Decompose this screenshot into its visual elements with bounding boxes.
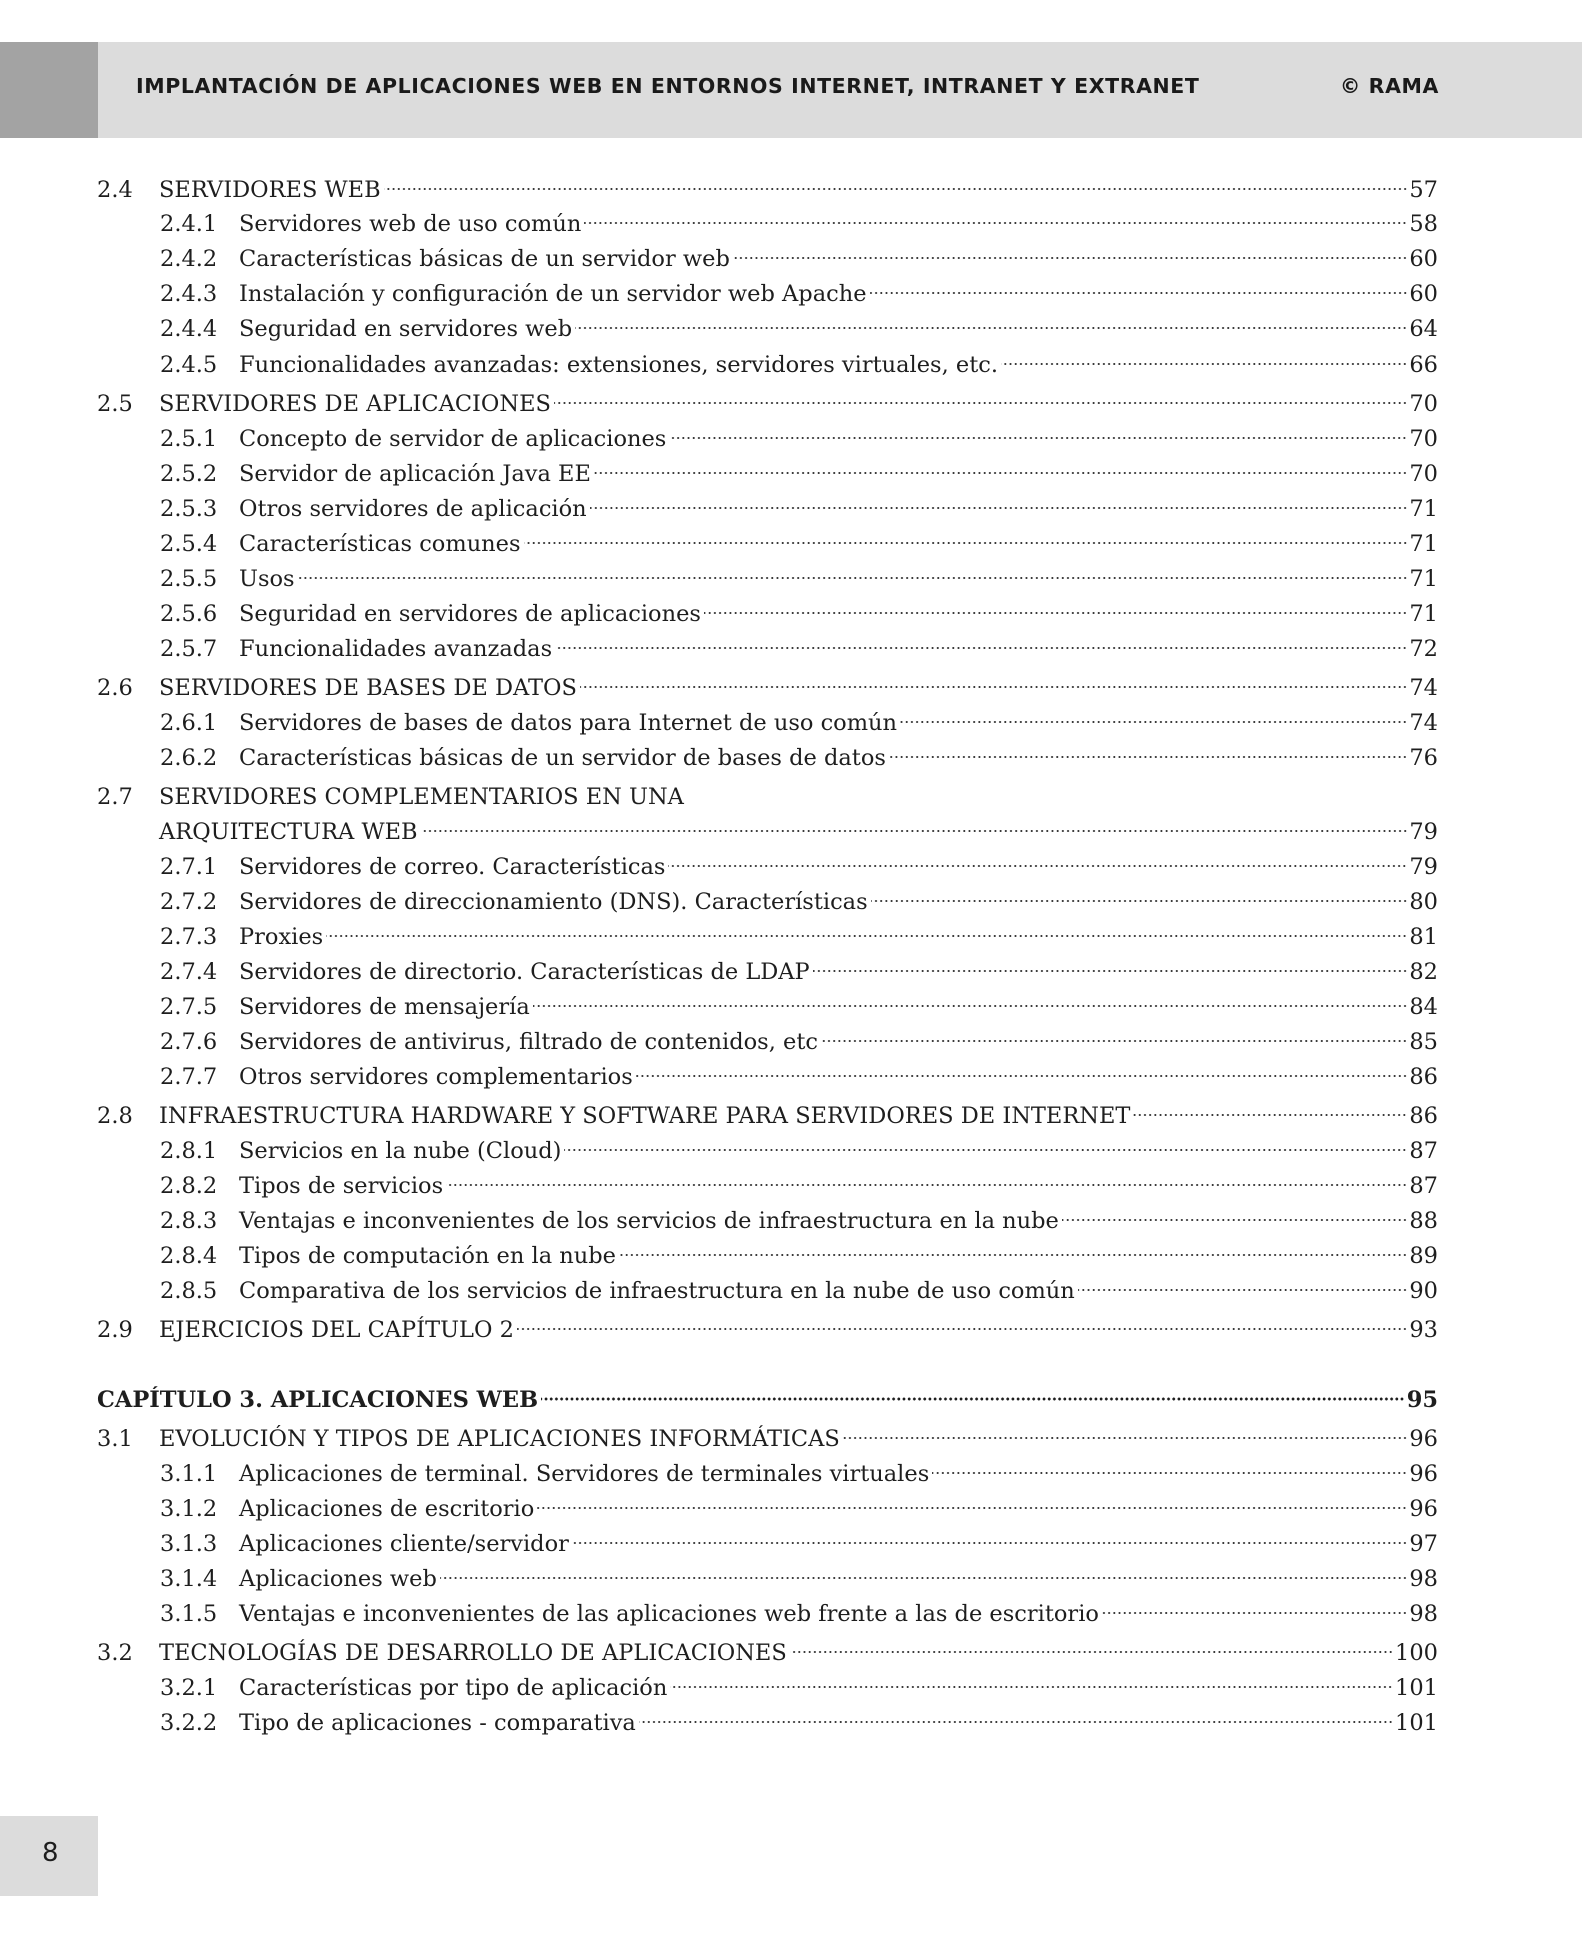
toc-entry-number: 2.6.2: [160, 745, 218, 771]
toc-entry: [160, 1241, 1438, 1271]
toc-leader-dots: [790, 1649, 1393, 1655]
toc-entry-number: 2.4.3: [160, 281, 218, 307]
toc-entry-title: Comparativa de los servicios de infraestructura en la nube de uso común: [239, 1278, 1075, 1304]
toc-entry-page: 79: [1409, 854, 1438, 880]
toc-entry-number: 2.7: [97, 784, 133, 810]
toc-entry-number: 2.4: [97, 177, 133, 203]
toc-entry-page: 96: [1409, 1496, 1438, 1522]
toc-entry: [160, 350, 1438, 380]
toc-entry-page: 82: [1409, 959, 1438, 985]
toc-entry-number: 2.9: [97, 1317, 133, 1343]
toc-leader-dots: [524, 540, 1408, 546]
toc-entry-title: Servidores de directorio. Características de LDAP: [239, 959, 810, 985]
toc-leader-dots: [843, 1435, 1408, 1441]
toc-leader-dots: [580, 684, 1407, 690]
toc-entry-page: 98: [1409, 1566, 1438, 1592]
toc-entry: [97, 1101, 1438, 1131]
toc-leader-dots: [889, 754, 1407, 760]
toc-leader-dots: [440, 1575, 1407, 1581]
toc-entry-title: Características por tipo de aplicación: [239, 1675, 668, 1701]
toc-leader-dots: [421, 828, 1408, 834]
toc-leader-dots: [537, 1505, 1407, 1511]
toc-leader-dots: [870, 290, 1408, 296]
toc-entry-number: 2.5.3: [160, 496, 218, 522]
toc-leader-dots: [446, 1182, 1407, 1188]
toc-entry: [97, 782, 1438, 812]
toc-entry-title: Características básicas de un servidor de bases de datos: [239, 745, 886, 771]
toc-entry-title: Tipos de computación en la nube: [239, 1243, 616, 1269]
toc-entry: [160, 992, 1438, 1022]
toc-entry: [160, 599, 1438, 629]
toc-entry-number: 2.4.1: [160, 211, 218, 237]
toc-entry-title: Servidores de direccionamiento (DNS). Características: [239, 889, 868, 915]
toc-entry-title: Funcionalidades avanzadas: extensiones, servidores virtuales, etc.: [239, 352, 998, 378]
toc-entry-page: 86: [1409, 1103, 1438, 1129]
toc-leader-dots: [871, 898, 1408, 904]
toc-entry-page: 101: [1395, 1675, 1438, 1701]
toc-entry-title: Concepto de servidor de aplicaciones: [239, 426, 667, 452]
toc-entry: [160, 1027, 1438, 1057]
toc-entry-title: EVOLUCIÓN Y TIPOS DE APLICACIONES INFORMÁTICAS: [159, 1426, 840, 1452]
toc-entry-page: 87: [1409, 1173, 1438, 1199]
toc-entry-title: Usos: [239, 566, 295, 592]
toc-entry-page: 96: [1409, 1426, 1438, 1452]
toc-entry-title: Aplicaciones cliente/servidor: [239, 1531, 569, 1557]
toc-leader-dots: [517, 1326, 1407, 1332]
toc-entry-title: Servidores de correo. Características: [239, 854, 666, 880]
toc-entry-title: Servidor de aplicación Java EE: [239, 461, 591, 487]
toc-leader-dots: [533, 1003, 1408, 1009]
toc-leader-dots: [584, 220, 1407, 226]
toc-entry-page: 95: [1406, 1387, 1438, 1413]
toc-entry-number: 2.5.2: [160, 461, 218, 487]
toc-entry-page: 74: [1409, 710, 1438, 736]
toc-leader-dots: [326, 933, 1407, 939]
toc-entry: [160, 1276, 1438, 1306]
toc-entry-page: 93: [1409, 1317, 1438, 1343]
toc-entry-number: 2.7.6: [160, 1029, 218, 1055]
toc-entry: [160, 887, 1438, 917]
toc-entry-page: 70: [1409, 391, 1438, 417]
toc-entry-page: 70: [1409, 461, 1438, 487]
toc-entry-number: 2.8.4: [160, 1243, 218, 1269]
toc-leader-dots: [554, 400, 1407, 406]
toc-entry-page: 74: [1409, 675, 1438, 701]
toc-entry-page: 97: [1409, 1531, 1438, 1557]
toc-entry-page: 79: [1409, 819, 1438, 845]
toc-entry-number: 2.7.3: [160, 924, 218, 950]
toc-entry-page: 71: [1409, 601, 1438, 627]
toc-leader-dots: [575, 325, 1407, 331]
toc-entry-number: 2.4.5: [160, 352, 218, 378]
toc-leader-dots: [669, 435, 1407, 441]
toc-entry-number: 3.1: [97, 1426, 133, 1452]
toc-entry: [160, 922, 1438, 952]
toc-entry-title: CAPÍTULO 3. APLICACIONES WEB: [97, 1387, 539, 1413]
toc-entry-number: 2.5: [97, 391, 133, 417]
toc-entry-title: SERVIDORES DE APLICACIONES: [159, 391, 551, 417]
toc-entry: [97, 1315, 1438, 1345]
toc-leader-dots: [572, 1540, 1407, 1546]
toc-entry: [97, 1638, 1438, 1668]
toc-leader-dots: [1078, 1287, 1408, 1293]
toc-entry-title: Ventajas e inconvenientes de las aplicaciones web frente a las de escritorio: [239, 1601, 1099, 1627]
toc-entry-page: 85: [1409, 1029, 1438, 1055]
toc-entry-title: Instalación y configuración de un servidor web Apache: [239, 281, 867, 307]
page-number: 8: [42, 1838, 59, 1868]
toc-entry-page: 86: [1409, 1064, 1438, 1090]
toc-leader-dots: [639, 1719, 1393, 1725]
toc-entry-title: Otros servidores complementarios: [239, 1064, 633, 1090]
toc-entry-number: 2.6.1: [160, 710, 218, 736]
toc-entry-title: Aplicaciones web: [239, 1566, 437, 1592]
toc-entry: [160, 1564, 1438, 1594]
toc-entry-page: 100: [1395, 1640, 1438, 1666]
toc-entry-number: 3.2: [97, 1640, 133, 1666]
running-header-title: IMPLANTACIÓN DE APLICACIONES WEB EN ENTORNOS INTERNET, INTRANET Y EXTRANET: [136, 74, 1200, 98]
toc-leader-dots: [594, 470, 1407, 476]
toc-leader-dots: [900, 719, 1407, 725]
toc-entry-title: Servidores de bases de datos para Internet de uso común: [239, 710, 898, 736]
toc-entry-page: 80: [1409, 889, 1438, 915]
toc-entry-title: Tipos de servicios: [239, 1173, 444, 1199]
toc-entry-number: 2.6: [97, 675, 133, 701]
toc-entry-page: 57: [1409, 177, 1438, 203]
toc-entry: [160, 852, 1438, 882]
toc-entry: [160, 957, 1438, 987]
toc-entry-page: 71: [1409, 496, 1438, 522]
toc-entry-page: 89: [1409, 1243, 1438, 1269]
toc-chapter-entry: [97, 1385, 1438, 1415]
toc-entry-page: 66: [1409, 352, 1438, 378]
toc-entry-title: Tipo de aplicaciones - comparativa: [239, 1710, 636, 1736]
toc-entry: [97, 175, 1438, 205]
toc-entry-number: 3.1.3: [160, 1531, 218, 1557]
toc-leader-dots: [704, 610, 1407, 616]
toc-leader-dots: [670, 1684, 1393, 1690]
toc-entry-number: 3.1.4: [160, 1566, 218, 1592]
toc-entry-page: 72: [1409, 636, 1438, 662]
toc-entry-number: 2.8.3: [160, 1208, 218, 1234]
toc-leader-dots: [564, 1147, 1407, 1153]
toc-entry: [160, 1673, 1438, 1703]
toc-entry-title: Ventajas e inconvenientes de los servicios de infraestructura en la nube: [239, 1208, 1059, 1234]
toc-entry: [160, 1529, 1438, 1559]
toc-entry-title: Seguridad en servidores de aplicaciones: [239, 601, 701, 627]
toc-entry-title: SERVIDORES COMPLEMENTARIOS EN UNA: [159, 784, 684, 810]
toc-entry-title: Aplicaciones de escritorio: [239, 1496, 535, 1522]
toc-entry: [160, 209, 1438, 239]
toc-entry-number: 2.8: [97, 1103, 133, 1129]
toc-leader-dots: [1133, 1112, 1407, 1118]
toc-entry-number: 3.1.5: [160, 1601, 218, 1627]
toc-entry-title: Proxies: [239, 924, 324, 950]
toc-entry: [160, 279, 1438, 309]
toc-leader-dots: [1102, 1610, 1407, 1616]
toc-entry: [160, 1136, 1438, 1166]
toc-leader-dots: [298, 575, 1408, 581]
toc-entry-title: EJERCICIOS DEL CAPÍTULO 2: [159, 1317, 514, 1343]
toc-leader-dots: [932, 1470, 1407, 1476]
toc-leader-dots: [541, 1396, 1405, 1402]
toc-entry: [160, 529, 1438, 559]
running-header-publisher: © RAMA: [1339, 74, 1439, 98]
toc-entry-page: 87: [1409, 1138, 1438, 1164]
toc-entry: [97, 817, 1438, 847]
toc-entry-title: SERVIDORES DE BASES DE DATOS: [159, 675, 577, 701]
toc-entry: [160, 1708, 1438, 1738]
toc-entry-title: Servidores web de uso común: [239, 211, 582, 237]
toc-entry: [160, 564, 1438, 594]
toc-entry-number: 2.7.2: [160, 889, 218, 915]
header-accent-block: [0, 42, 98, 138]
toc-entry-title: TECNOLOGÍAS DE DESARROLLO DE APLICACIONES: [159, 1640, 787, 1666]
toc-entry: [160, 459, 1438, 489]
toc-leader-dots: [384, 186, 1408, 192]
toc-entry-number: 2.4.2: [160, 246, 218, 272]
toc-entry: [160, 424, 1438, 454]
toc-leader-dots: [590, 505, 1408, 511]
toc-entry-page: 64: [1409, 316, 1438, 342]
toc-leader-dots: [555, 645, 1407, 651]
toc-leader-dots: [733, 255, 1408, 261]
toc-entry: [160, 1206, 1438, 1236]
toc-entry-title: Características comunes: [239, 531, 521, 557]
toc-entry-number: 3.2.2: [160, 1710, 218, 1736]
toc-entry-number: 2.7.7: [160, 1064, 218, 1090]
toc-entry: [160, 1599, 1438, 1629]
toc-leader-dots: [619, 1252, 1407, 1258]
toc-entry-title: Otros servidores de aplicación: [239, 496, 587, 522]
toc-leader-dots: [636, 1073, 1408, 1079]
toc-entry-page: 81: [1409, 924, 1438, 950]
toc-entry-page: 101: [1395, 1710, 1438, 1736]
toc-entry-title: Seguridad en servidores web: [239, 316, 573, 342]
toc-entry-number: 2.5.5: [160, 566, 218, 592]
toc-entry-page: 71: [1409, 531, 1438, 557]
toc-entry-page: 58: [1409, 211, 1438, 237]
toc-entry-page: 70: [1409, 426, 1438, 452]
toc-entry-title: SERVIDORES WEB: [159, 177, 381, 203]
toc-entry-number: 2.7.1: [160, 854, 218, 880]
toc-entry-number: 2.8.5: [160, 1278, 218, 1304]
toc-entry-number: 2.4.4: [160, 316, 218, 342]
toc-entry-number: 2.5.6: [160, 601, 218, 627]
toc-entry-number: 2.5.1: [160, 426, 218, 452]
toc-entry: [160, 1494, 1438, 1524]
toc-entry: [160, 708, 1438, 738]
toc-entry-number: 2.7.5: [160, 994, 218, 1020]
toc-entry-page: 84: [1409, 994, 1438, 1020]
toc-entry-page: 76: [1409, 745, 1438, 771]
toc-leader-dots: [1062, 1217, 1407, 1223]
toc-entry-page: 60: [1409, 281, 1438, 307]
toc-entry-number: 3.2.1: [160, 1675, 218, 1701]
toc-entry-page: 96: [1409, 1461, 1438, 1487]
toc-entry-page: 60: [1409, 246, 1438, 272]
toc-entry-number: 2.5.7: [160, 636, 218, 662]
toc-entry-title: INFRAESTRUCTURA HARDWARE Y SOFTWARE PARA SERVIDORES DE INTERNET: [159, 1103, 1131, 1129]
toc-entry: [160, 1171, 1438, 1201]
toc-entry-page: 98: [1409, 1601, 1438, 1627]
toc-leader-dots: [813, 968, 1408, 974]
toc-entry: [160, 743, 1438, 773]
toc-entry-page: 90: [1409, 1278, 1438, 1304]
toc-entry-title: Aplicaciones de terminal. Servidores de terminales virtuales: [239, 1461, 930, 1487]
toc-entry-page: 88: [1409, 1208, 1438, 1234]
toc-entry-title: Servidores de antivirus, filtrado de contenidos, etc: [239, 1029, 818, 1055]
toc-entry-number: 3.1.1: [160, 1461, 218, 1487]
toc-entry-number: 2.5.4: [160, 531, 218, 557]
toc-entry: [160, 244, 1438, 274]
toc-entry: [160, 634, 1438, 664]
toc-entry-title: Funcionalidades avanzadas: [239, 636, 553, 662]
toc-entry-page: 71: [1409, 566, 1438, 592]
toc-entry-number: 3.1.2: [160, 1496, 218, 1522]
toc-entry-title: Servicios en la nube (Cloud): [239, 1138, 562, 1164]
toc-entry-number: 2.7.4: [160, 959, 218, 985]
toc-entry: [160, 1459, 1438, 1489]
toc-entry: [160, 1062, 1438, 1092]
toc-entry: [97, 673, 1438, 703]
toc-entry-number: 2.8.2: [160, 1173, 218, 1199]
toc-entry: [97, 389, 1438, 419]
toc-entry-title: ARQUITECTURA WEB: [159, 819, 418, 845]
toc-entry: [97, 1424, 1438, 1454]
toc-entry: [160, 314, 1438, 344]
toc-entry-title: Características básicas de un servidor web: [239, 246, 730, 272]
toc-leader-dots: [821, 1038, 1407, 1044]
toc-entry-title: Servidores de mensajería: [239, 994, 530, 1020]
toc-entry-number: 2.8.1: [160, 1138, 218, 1164]
toc-entry: [160, 494, 1438, 524]
toc-leader-dots: [1001, 361, 1407, 367]
toc-leader-dots: [668, 863, 1407, 869]
